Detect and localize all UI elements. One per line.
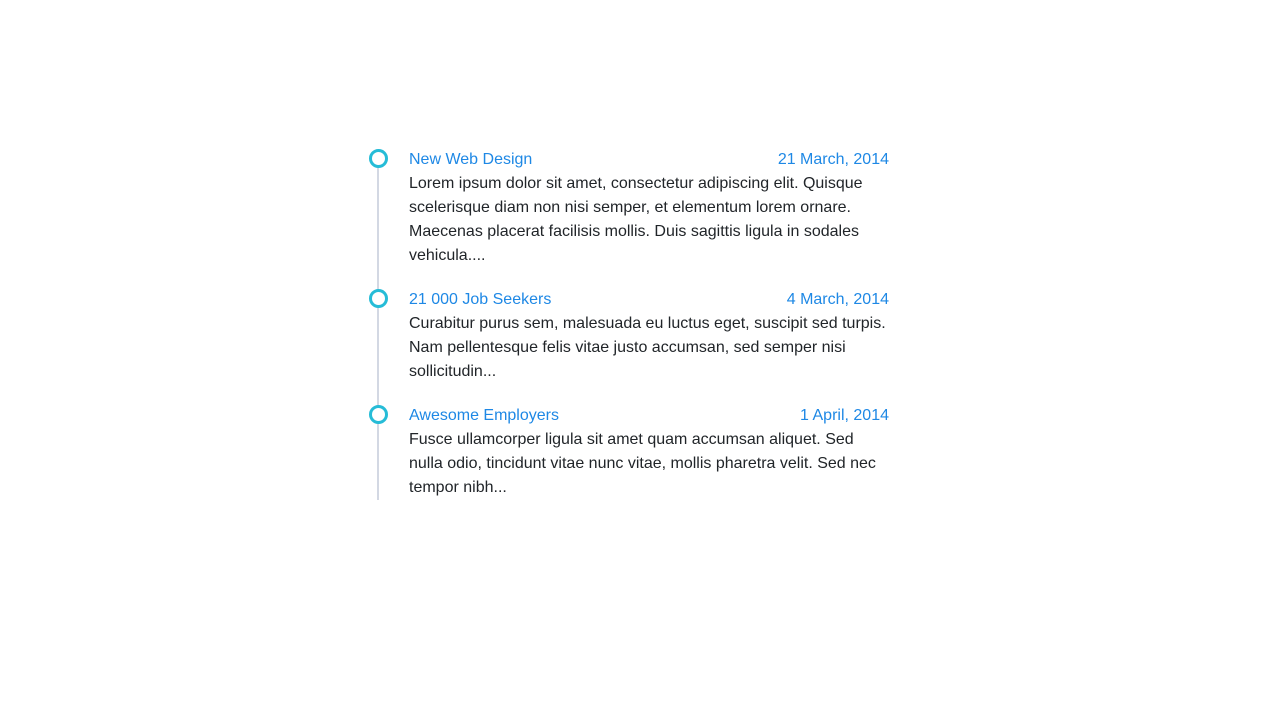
timeline	[368, 148, 889, 500]
item-title[interactable]: Awesome Employers	[409, 407, 559, 424]
circle-icon	[369, 289, 388, 308]
timeline-item	[368, 288, 889, 384]
circle-icon	[369, 405, 388, 424]
timeline-item	[368, 404, 889, 500]
item-date[interactable]: 1 April, 2014	[800, 407, 889, 424]
item-text: Fusce ullamcorper ligula sit amet quam accumsan aliquet. Sed nulla odio, tincidunt vitae nunc vitae, mollis pharetra velit. Sed nec tempor nibh...	[409, 431, 876, 496]
item-title[interactable]: 21 000 Job Seekers	[409, 291, 552, 308]
timeline-item	[368, 148, 889, 268]
item-text: Curabitur purus sem, malesuada eu luctus eget, suscipit sed turpis. Nam pellentesque felis vitae justo accumsan, sed semper nisi sollicitudin...	[409, 315, 886, 380]
item-title[interactable]: New Web Design	[409, 151, 533, 168]
item-date[interactable]: 21 March, 2014	[777, 151, 889, 168]
circle-icon	[369, 149, 388, 168]
item-date[interactable]: 4 March, 2014	[786, 291, 889, 308]
item-text: Lorem ipsum dolor sit amet, consectetur adipiscing elit. Quisque scelerisque diam non nisi semper, et elementum lorem ornare. Maecenas placerat facilisis mollis. Duis sagittis ligula in sodales vehicula....	[409, 175, 863, 264]
